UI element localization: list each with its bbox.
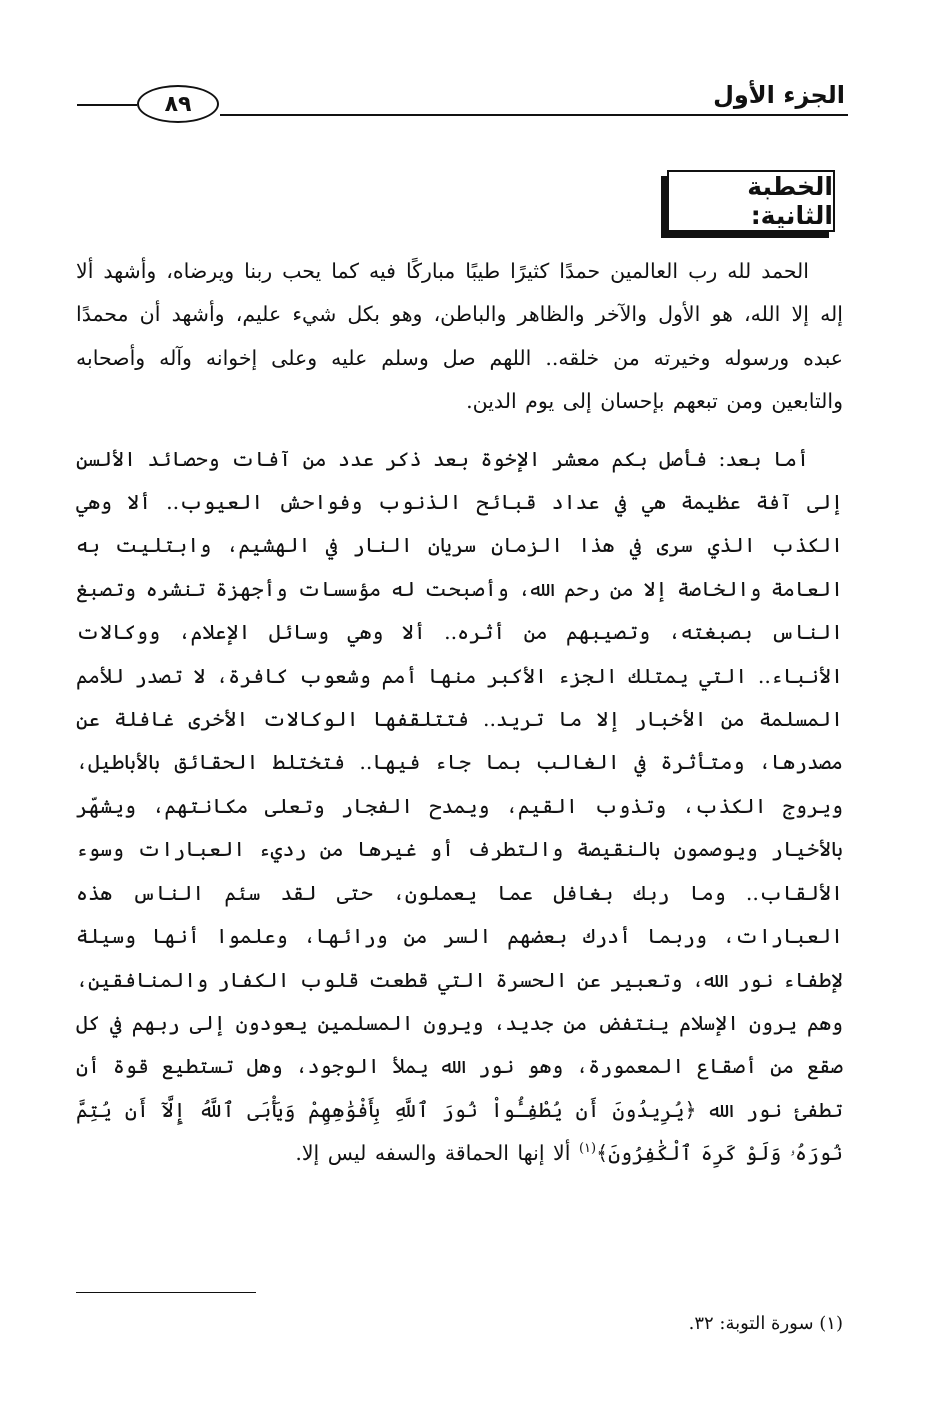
running-header-title: الجزء الأول [713,81,845,109]
header-rule-left [77,104,137,106]
paragraph-1: الحمد لله رب العالمين حمدًا كثيرًا طيبًا مباركًا فيه كما يحب ربنا ويرضاه، وأشهد ألا إله إلا الله، هو الأول والآخر والظاهر والباطن، وهو بكل شيء عليم، وأشهد أن محمدًا عبده ورسوله وخيرته من خلقه.. اللهم صل وسلم عليه وعلى إخوانه وآله وأصحابه والتابعين ومن تبعهم بإحسان إلى يوم الدين. [76,259,843,414]
quran-verse: ﴿يُرِيدُونَ أَن يُطْفِـُٔواْ نُورَ ٱللَّهِ بِأَفْوَٰهِهِمْ وَيَأْبَى ٱللَّهُ إِلَّآ أَن يُتِمَّ نُورَهُۥ وَلَوْ كَرِهَ ٱلْكَٰفِرُونَ﴾ [76,1097,843,1166]
footnote-separator [76,1292,256,1293]
body-text [76,250,843,1176]
header-rule [220,114,848,116]
paragraph-2-text: أما بعد: فأصل بكم معشر الإخوة بعد ذكر عدد من آفات وحصائد الألسن إلى آفة عظيمة هي في عداد قبائح الذنوب وفواحش العيوب.. ألا وهي الكذب الذي سرى في هذا الزمان سريان النار في الهشيم، وابتليت به العامة والخاصة إلا من رحم الله، وأصبحت له مؤسسات وأجهزة تنشره وتصبغ الناس بصبغته، وتصيبهم من أثره.. ألا وهي وسائل الإعلام، ووكالات الأنباء.. التي يمتلك الجزء الأكبر منها أمم وشعوب كافرة، لا تصدر للأمم المسلمة من الأخبار إلا ما تريد.. فتتلقفها الوكالات الأخرى غافلة عن مصدرها، ومتأثرة في الغالب بما جاء فيها.. فتختلط الحقائق بالأباطيل، ويروج الكذب، وتذوب القيم، ويمدح الفجار وتعلى مكانتهم، ويشهّر بالأخيار ويوصمون بالنقيصة والتطرف أو غيرها من رديء العبارات وسوء الألقاب.. وما ربك بغافل عما يعملون، حتى لقد سئم الناس هذه العبارات، وربما أدرك بعضهم السر من ورائها، وعلموا أنها وسيلة لإطفاء نور الله، وتعبير عن الحسرة التي قطعت قلوب الكفار والمنافقين، وهم يرون الإسلام ينتفض من جديد، ويرون المسلمين يعودون إلى ربهم في كل صقع من أصقاع المعمورة، وهو نور الله يملأ الوجود، وهل تستطيع قوة أن تطفئ نور الله [76,446,843,1122]
footnote-marker: (١) [578,1141,597,1157]
page-number: ٨٩ [137,85,219,123]
closing-text: ألا إنها الحماقة والسفه ليس إلا. [295,1141,571,1166]
section-heading: الخطبة الثانية: [667,170,835,232]
paragraph-2 [76,438,843,1176]
footnote: (١) سورة التوبة: ٣٢. [688,1313,843,1334]
